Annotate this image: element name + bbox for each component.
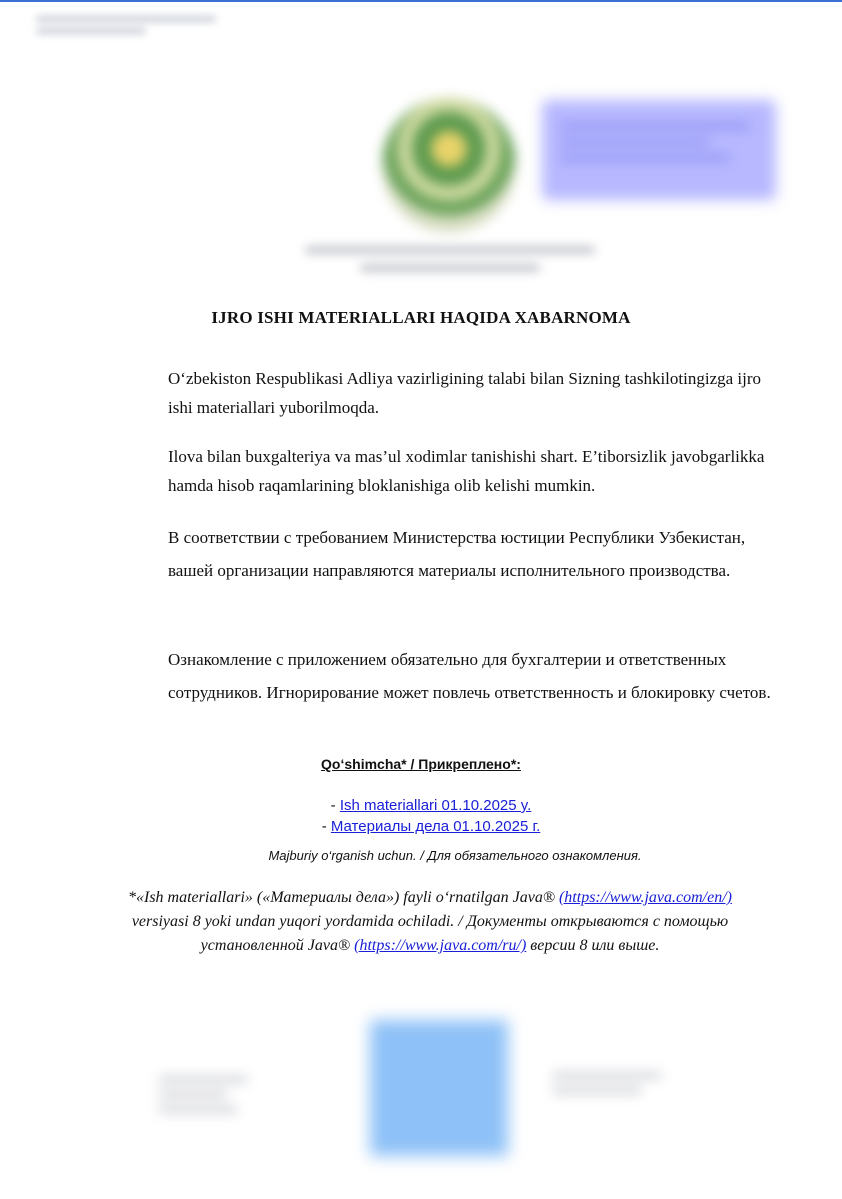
blurred-signature-right bbox=[552, 1064, 672, 1106]
attachment-link-uz[interactable]: Ish materiallari 01.10.2025 y. bbox=[339, 797, 532, 814]
paragraph-ru-2: Ознакомление с приложением обязательно для бухгалтерии и ответственных сотрудников. Игнорирование может повлечь ответственность и блокировку счетов. bbox=[168, 650, 771, 702]
state-emblem-image bbox=[382, 98, 516, 232]
paragraph-uz-2: Ilova bilan buxgalteriya va mas’ul xodimlar tanishishi shart. E’tiborsizlik javobgarlikka hamda hisob raqamlarining bloklanishiga olib kelishi mumkin. bbox=[168, 447, 765, 495]
footnote-text: *«Ish materiallari» («Материалы дела») fayli o‘rnatilgan Java® bbox=[128, 889, 555, 906]
blurred-stamp-text bbox=[560, 114, 760, 184]
blurred-signature-left bbox=[158, 1068, 258, 1128]
blurred-organization-name bbox=[300, 236, 600, 288]
document-title: IJRO ISHI MATERIALLARI HAQIDA XABARNOMA bbox=[211, 308, 631, 327]
paragraph-uz-1: O‘zbekiston Respublikasi Adliya vazirligining talabi bilan Sizning tashkilotingizga ijro ishi materiallari yuborilmoqda. bbox=[168, 369, 762, 417]
required-reading-note: Majburiy o‘rganish uchun. / Для обязательного ознакомления. bbox=[268, 848, 642, 863]
java-footnote bbox=[120, 886, 740, 958]
paragraph-ru-1: В соответствии с требованием Министерства юстиции Республики Узбекистан, вашей организации направляются материалы исполнительного производства. bbox=[168, 528, 746, 580]
footnote-text: versiyasi 8 yoki undan yuqori yordamida ochiladi. / Документы открываются с помощью установленной Java® bbox=[131, 913, 729, 954]
blurred-qr-code bbox=[370, 1020, 508, 1156]
footnote-text: версии 8 или выше. bbox=[526, 937, 660, 954]
attachment-item bbox=[0, 818, 842, 835]
blurred-header-text bbox=[36, 10, 226, 44]
attachment-link-ru[interactable]: Материалы дела 01.10.2025 г. bbox=[330, 818, 541, 835]
java-link-ru[interactable]: (https://www.java.com/ru/) bbox=[354, 937, 527, 954]
attachment-bullet: - bbox=[321, 818, 331, 835]
attachment-item bbox=[0, 797, 842, 814]
attachments-heading: Qo‘shimcha* / Прикреплено*: bbox=[321, 756, 521, 772]
java-link-en[interactable]: (https://www.java.com/en/) bbox=[558, 889, 732, 906]
attachment-bullet: - bbox=[330, 797, 340, 814]
